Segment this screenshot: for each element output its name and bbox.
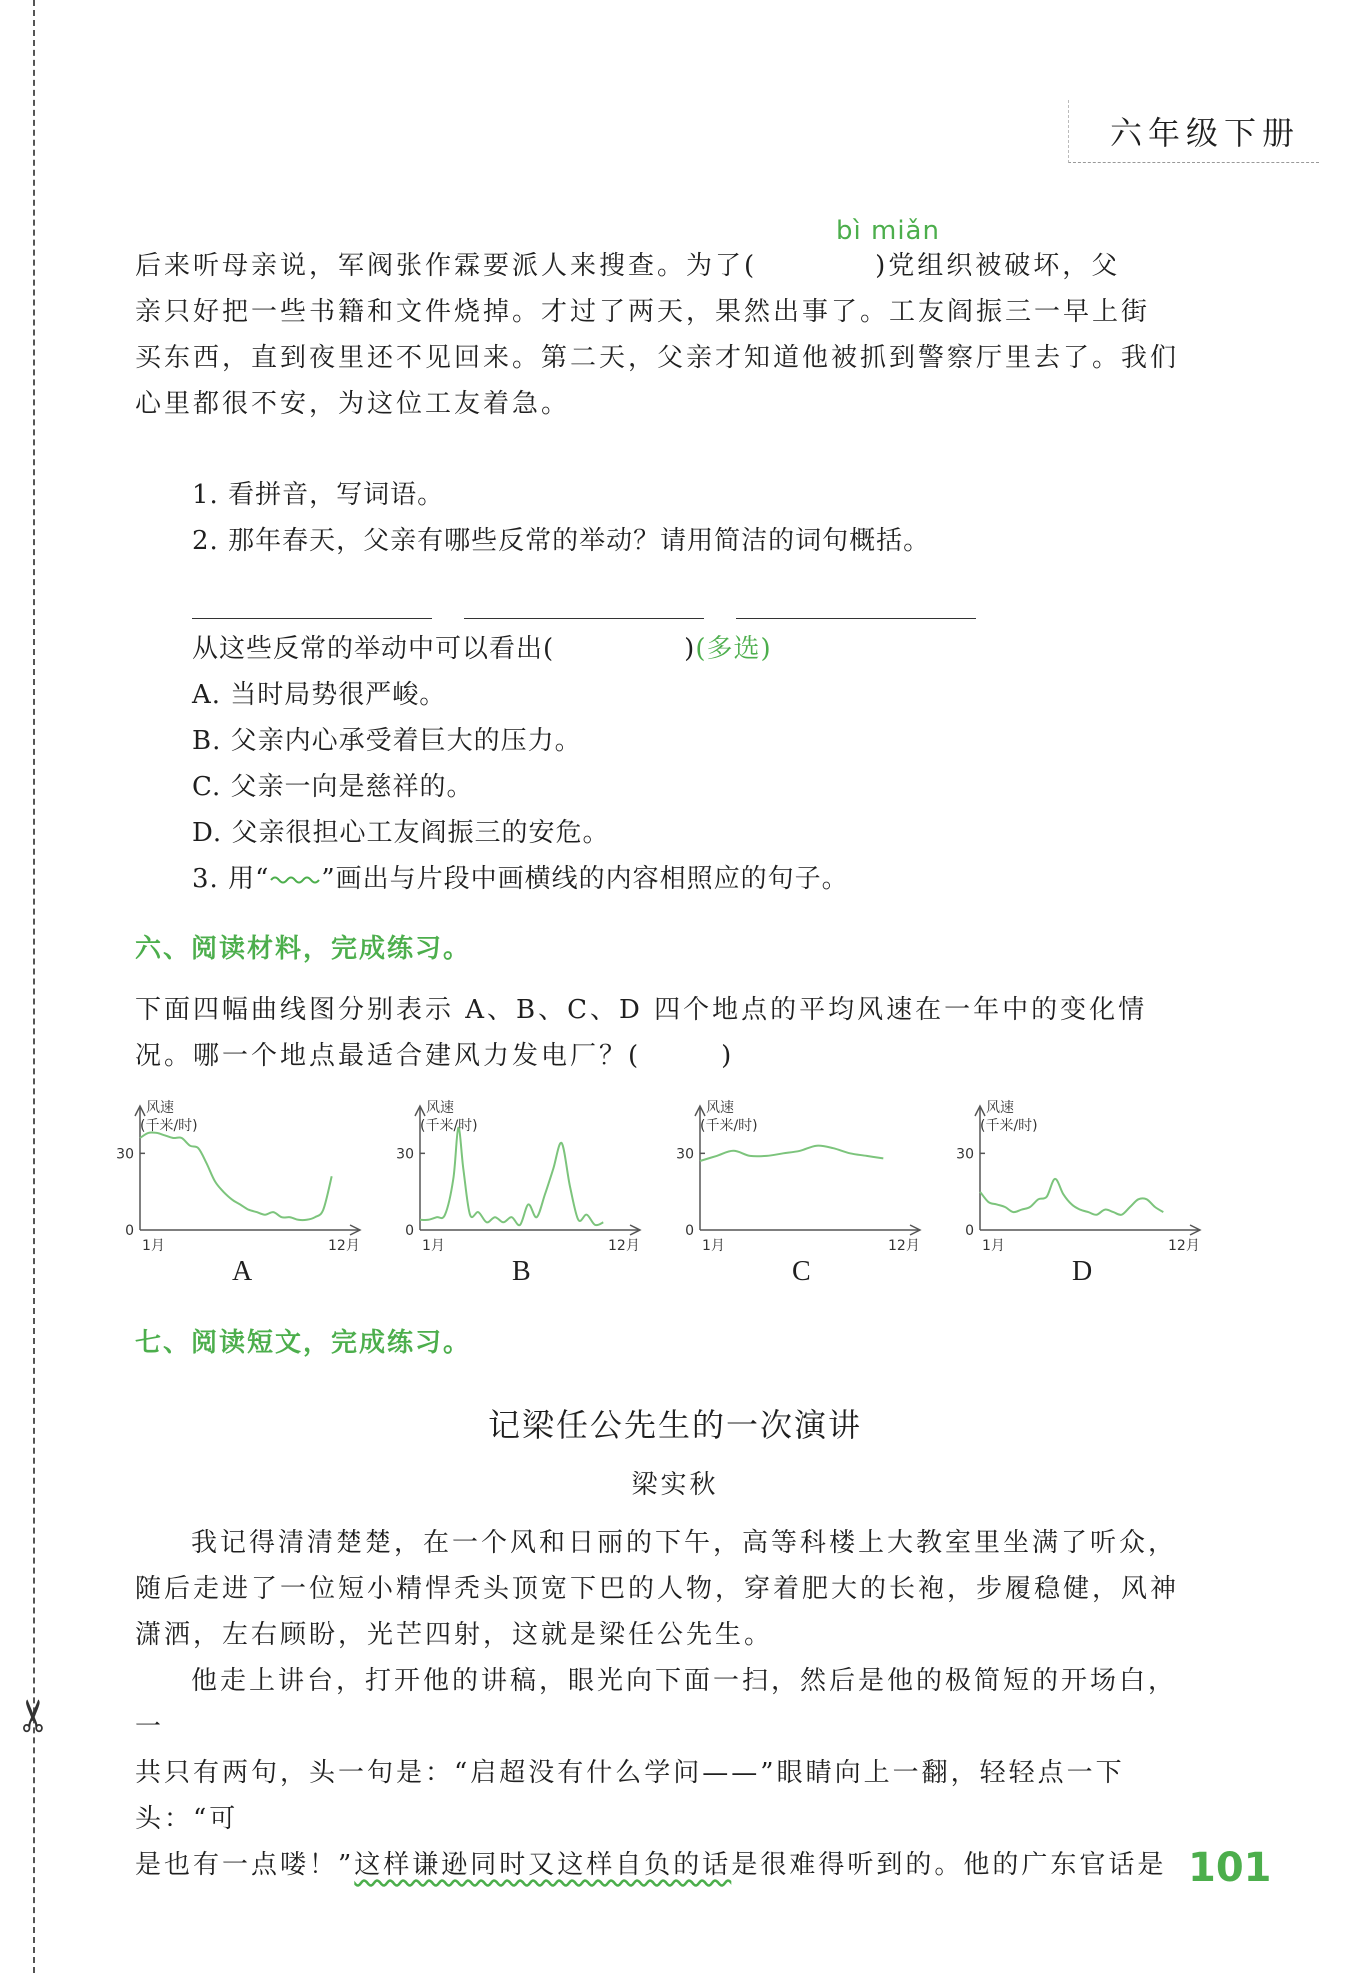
option-d: D. 父亲很担心工友阎振三的安危。 [192,818,610,848]
y-axis-label: 风速 [706,1100,734,1116]
chart-b-label: B [512,1256,531,1287]
y-tick-label-30: 30 [956,1146,974,1163]
y-axis-unit: (千米/时) [700,1118,758,1134]
pinyin-bimian: bì miǎn [836,216,940,246]
answer-line-1[interactable] [192,618,432,619]
grade-label: 六年级下册 [1110,114,1301,152]
y-tick-label-0: 0 [965,1223,974,1239]
series-line-b [420,1128,603,1225]
x-label-start: 1月 [702,1238,725,1254]
x-label-end: 12月 [608,1238,640,1254]
answer-line-3[interactable] [736,618,976,619]
chart-c-label: C [792,1256,811,1287]
section-6-line1: 下面四幅曲线图分别表示 A、B、C、D 四个地点的平均风速在一年中的变化情 [135,995,1148,1025]
chart-c [672,1100,922,1280]
chart-c-svg [672,1100,922,1280]
article-author: 梁实秋 [631,1470,719,1500]
x-label-start: 1月 [422,1238,445,1254]
passage1 [135,243,1195,427]
question-2-follow: 从这些反常的举动中可以看出( )(多选) [192,634,772,664]
question-1: 1. 看拼音，写词语。 [192,480,445,510]
article-p1-l3: 潇洒，左右顾盼，光芒四射，这就是梁任公先生。 [135,1620,774,1650]
article-title: 记梁任公先生的一次演讲 [487,1406,862,1444]
section-6-text [135,987,1195,1079]
chart-d [952,1100,1202,1280]
y-axis-label: 风速 [146,1100,174,1116]
passage1-line3: 买东西，直到夜里还不见回来。第二天，父亲才知道他被抓到警察厅里去了。我们 [135,343,1180,373]
x-label-end: 12月 [328,1238,360,1254]
article-p2-l2: 共只有两句，头一句是：“启超没有什么学问——”眼睛向上一翻，轻轻点一下头：“可 [135,1758,1125,1834]
y-axis-unit: (千米/时) [420,1118,478,1134]
series-line-c [700,1146,883,1161]
article-p2-l1: 他走上讲台，打开他的讲稿，眼光向下面一扫，然后是他的极简短的开场白，一 [135,1666,1178,1742]
y-tick-label-30: 30 [396,1146,414,1163]
x-label-end: 12月 [888,1238,920,1254]
page-number: 101 [1188,1845,1272,1891]
y-tick-label-30: 30 [676,1146,694,1163]
y-tick-label-0: 0 [125,1223,134,1239]
y-axis-unit: (千米/时) [980,1118,1038,1134]
article-p2-l3: 是也有一点喽！”这样谦逊同时又这样自负的话是很难得听到的。他的广东官话是 [135,1850,1167,1880]
section-7-title: 七、阅读短文，完成练习。 [135,1328,472,1358]
scissors-icon: ✂ [8,1697,60,1734]
article-p1-l1: 我记得清清楚楚，在一个风和日丽的下午，高等科楼上大教室里坐满了听众， [191,1528,1178,1558]
section-6-line2: 况。哪一个地点最适合建风力发电厂？( ) [135,1041,735,1071]
y-axis-label: 风速 [426,1100,454,1116]
wavy-line-icon [269,873,321,887]
y-axis-label: 风速 [986,1100,1014,1116]
multi-select-note: (多选) [695,634,772,664]
article-p1-l2: 随后走进了一位短小精悍秃头顶宽下巴的人物，穿着肥大的长袍，步履稳健，风神 [135,1574,1180,1604]
chart-a-label: A [232,1256,253,1287]
passage1-line4: 心里都很不安，为这位工友着急。 [135,389,571,419]
article-body [135,1520,1195,1888]
question-3: 3. 用“ ”画出与片段中画横线的内容相照应的句子。 [192,864,849,894]
chart-b [392,1100,642,1280]
y-axis-unit: (千米/时) [140,1118,198,1134]
answer-line-2[interactable] [464,618,704,619]
option-c: C. 父亲一向是慈祥的。 [192,772,474,802]
series-line-d [980,1179,1163,1215]
question-2: 2. 那年春天，父亲有哪些反常的举动？请用简洁的词句概括。 [192,526,931,556]
passage1-line1: 后来听母亲说，军阀张作霖要派人来搜查。为了( )党组织被破坏，父 [135,251,1121,281]
chart-d-svg [952,1100,1202,1280]
chart-d-label: D [1072,1256,1093,1287]
x-label-start: 1月 [982,1238,1005,1254]
chart-a [112,1100,362,1280]
chart-b-svg [392,1100,642,1280]
wavy-underlined-sentence: 这样谦逊同时又这样自负的话 [354,1850,732,1880]
y-tick-label-0: 0 [685,1223,694,1239]
passage1-line2: 亲只好把一些书籍和文件烧掉。才过了两天，果然出事了。工友阎振三一早上街 [135,297,1151,327]
x-label-end: 12月 [1168,1238,1200,1254]
section-6-title: 六、阅读材料，完成练习。 [135,934,472,964]
option-a: A. 当时局势很严峻。 [192,680,447,710]
x-label-start: 1月 [142,1238,165,1254]
series-line-a [140,1132,332,1220]
y-tick-label-0: 0 [405,1223,414,1239]
y-tick-label-30: 30 [116,1146,134,1163]
option-b: B. 父亲内心承受着巨大的压力。 [192,726,582,756]
cut-line [33,0,35,1973]
chart-a-svg [112,1100,362,1280]
